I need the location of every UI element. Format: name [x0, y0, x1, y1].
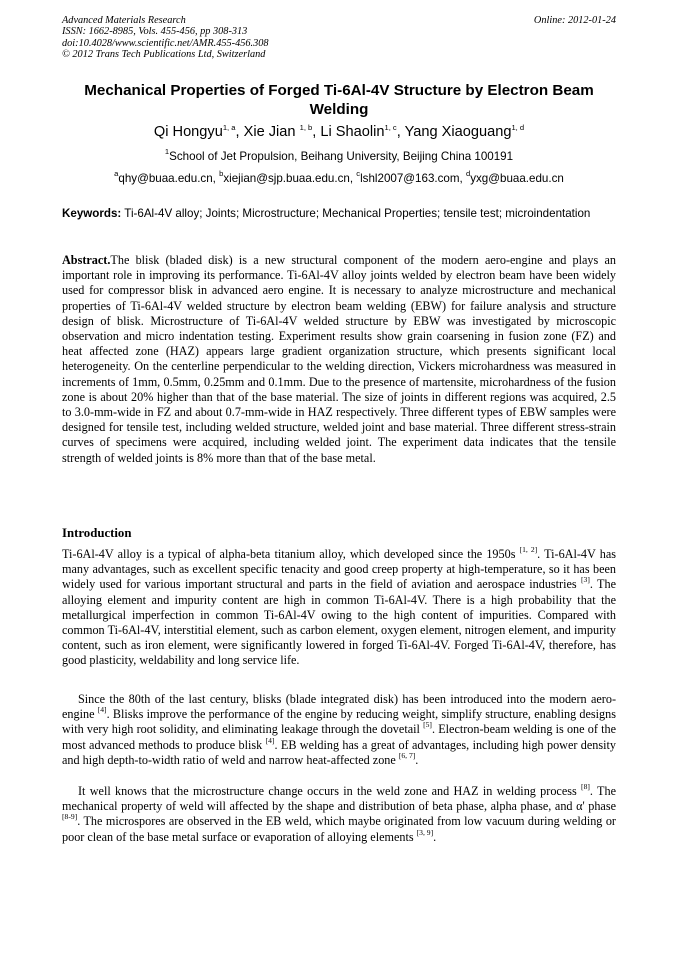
- publication-header: [62, 15, 616, 61]
- paragraph-text: .: [415, 752, 419, 767]
- paragraph-text: . The mechanical property of weld will affected by the shape and distribution of beta phase, alpha phase, and α' phase: [62, 784, 616, 814]
- abstract: [62, 253, 616, 466]
- author-separator: ,: [312, 124, 321, 140]
- paragraph-text: Ti-6Al-4V alloy is a typical of alpha-beta titanium alloy, which developed since the 1950s: [62, 547, 520, 561]
- author-affiliation-mark: 1, a: [222, 123, 236, 132]
- citation: [3, 9]: [416, 827, 434, 837]
- paper-title: Mechanical Properties of Forged Ti-6Al-4V Structure by Electron Beam Welding: [84, 82, 594, 118]
- author-affiliation-mark: 1, b: [299, 123, 313, 132]
- affiliation-text: School of Jet Propulsion, Beihang University, Beijing China 100191: [169, 150, 514, 163]
- introduction-paragraph: [62, 547, 616, 669]
- paragraph-text: It well knows that the microstructure change occurs in the weld zone and HAZ in welding process: [78, 784, 582, 798]
- email-address[interactable]: qhy@buaa.edu.cn,: [118, 172, 220, 185]
- author-affiliation-mark: 1, c: [384, 123, 397, 132]
- email-mark: b: [219, 169, 224, 178]
- paragraph-text: . Ti-6Al-4V has many advantages, such as excellent specific tenacity and good creep property at high-temperature, so it has been widely used for various important structural and parts in the field of aviation and aerospace industries: [62, 547, 616, 592]
- email-address[interactable]: xiejian@sjp.buaa.edu.cn,: [223, 172, 357, 185]
- email-list: [62, 169, 616, 186]
- author: Li Shaolin: [320, 124, 385, 140]
- citation: [5]: [423, 720, 432, 730]
- keywords-label: Keywords:: [62, 207, 122, 220]
- paragraph-text: . EB welding has a great of advantages, including high power density and high depth-to-width ratio of weld and narrow heat-affected zone: [62, 737, 617, 767]
- keywords: [62, 207, 616, 222]
- journal-name: Advanced Materials Research: [62, 15, 186, 26]
- affiliation: [62, 147, 616, 164]
- online-date: Online: 2012-01-24: [533, 15, 616, 26]
- email-mark: a: [114, 169, 119, 178]
- abstract-label: Abstract.: [62, 253, 111, 267]
- author-separator: ,: [235, 124, 244, 140]
- email-address[interactable]: lshl2007@163.com,: [360, 172, 466, 185]
- email-mark: c: [356, 169, 361, 178]
- citation: [1, 2]: [519, 545, 538, 554]
- abstract-text: The blisk (bladed disk) is a new structural component of the modern aero-engine and plays an important role in improving its performance. Ti-6Al-4V alloy joints welded by electron beam have been widely used for compressor blisk in advanced aero engine. It is necessary to analyze microstructure and mechanical properties of Ti-6Al-4V welded structure by electron beam welding (EBW) for failure analysis and structure design of blisk. Microstructure of Ti-6Al-4V welded structure by EBW was investigated by microscopic observation and micro indentation testing. Experiment results show grain coarsening in fusion zone (FZ) and heat affected zone (HAZ) appears large gradient organization structure, which presents significant local heterogeneity. On the centerline perpendicular to the welding direction, Vickers microhardness was measured in increments of 1mm, 0.5mm, 0.25mm and 0.1mm. Due to the presence of martensite, microhardness of the fusion zone is about 20% higher than that of the base material. The size of joints in different regions was acquired, 2.5 to 3.0-mm-wide in FZ and about 0.7-mm-wide in HAZ respectively. Three different types of EBW samples were designed for tensile test, including welded structure, welded joint and base material. Three different stress-strain curves of specimens were acquired, including welded joint. The experiment data indicates that the tensile strength of welded joints is 8% more than that of the base metal.: [62, 253, 616, 465]
- introduction-heading: Introduction: [62, 526, 132, 540]
- paragraph-text: . The microspores are observed in the EB weld, which maybe originated from low vacuum during welding or poor clean of the base metal surface or evaporation of alloying elements: [62, 814, 616, 844]
- citation: [4]: [265, 735, 275, 745]
- paragraph-text: . Blisks improve the performance of the engine by reducing weight, simplify structure, enabling designs with very high root solidity, and eliminating leakage through the dovetail: [62, 707, 616, 737]
- citation: [6, 7]: [398, 750, 416, 760]
- keywords-text: Ti-6Al-4V alloy; Joints; Microstructure; Mechanical Properties; tensile test; microindentation: [121, 207, 591, 220]
- author: Xie Jian: [243, 124, 300, 140]
- copyright-line: © 2012 Trans Tech Publications Ltd, Switzerland: [62, 49, 266, 61]
- email-address[interactable]: yxg@buaa.edu.cn: [470, 172, 564, 185]
- author-list: [62, 123, 616, 141]
- paragraph-text: Since the 80th of the last century, blisks (blade integrated disk) has been introduced into the modern aero-engine: [62, 692, 616, 722]
- author-separator: ,: [396, 124, 405, 140]
- citation: [8]: [581, 782, 590, 791]
- affiliation-mark: 1: [164, 147, 170, 156]
- issn-line: ISSN: 1662-8985, Vols. 455-456, pp 308-313: [62, 26, 248, 38]
- citation: [4]: [97, 705, 107, 715]
- paragraph-text: .: [433, 829, 437, 844]
- email-mark: d: [465, 169, 471, 178]
- paragraph-text: . The alloying element and impurity content are high in common Ti-6Al-4V. There is a high probability that the metallurgical imperfection in common Ti-6Al-4V owing to the high content of impurities. Compared with common Ti-6Al-4V, interstitial element, such as carbon element, oxygen element, nitrogen element, and impurity content, such as iron element, were significantly lowered in forged Ti-6Al-4V. Forged Ti-6Al-4V, therefore, has good plasticity, weldability and long service life.: [62, 577, 616, 668]
- author: Yang Xiaoguang: [404, 124, 512, 140]
- citation: [8-9]: [62, 812, 78, 822]
- author: Qi Hongyu: [153, 124, 223, 140]
- introduction-paragraph: [62, 692, 616, 768]
- introduction-paragraph: [62, 784, 616, 845]
- paragraph-text: . Electron-beam welding is one of the most advanced methods to produce blisk: [62, 722, 616, 752]
- citation: [3]: [581, 575, 590, 585]
- doi-line: doi:10.4028/www.scientific.net/AMR.455-456.308: [62, 37, 269, 49]
- author-affiliation-mark: 1, d: [511, 123, 525, 132]
